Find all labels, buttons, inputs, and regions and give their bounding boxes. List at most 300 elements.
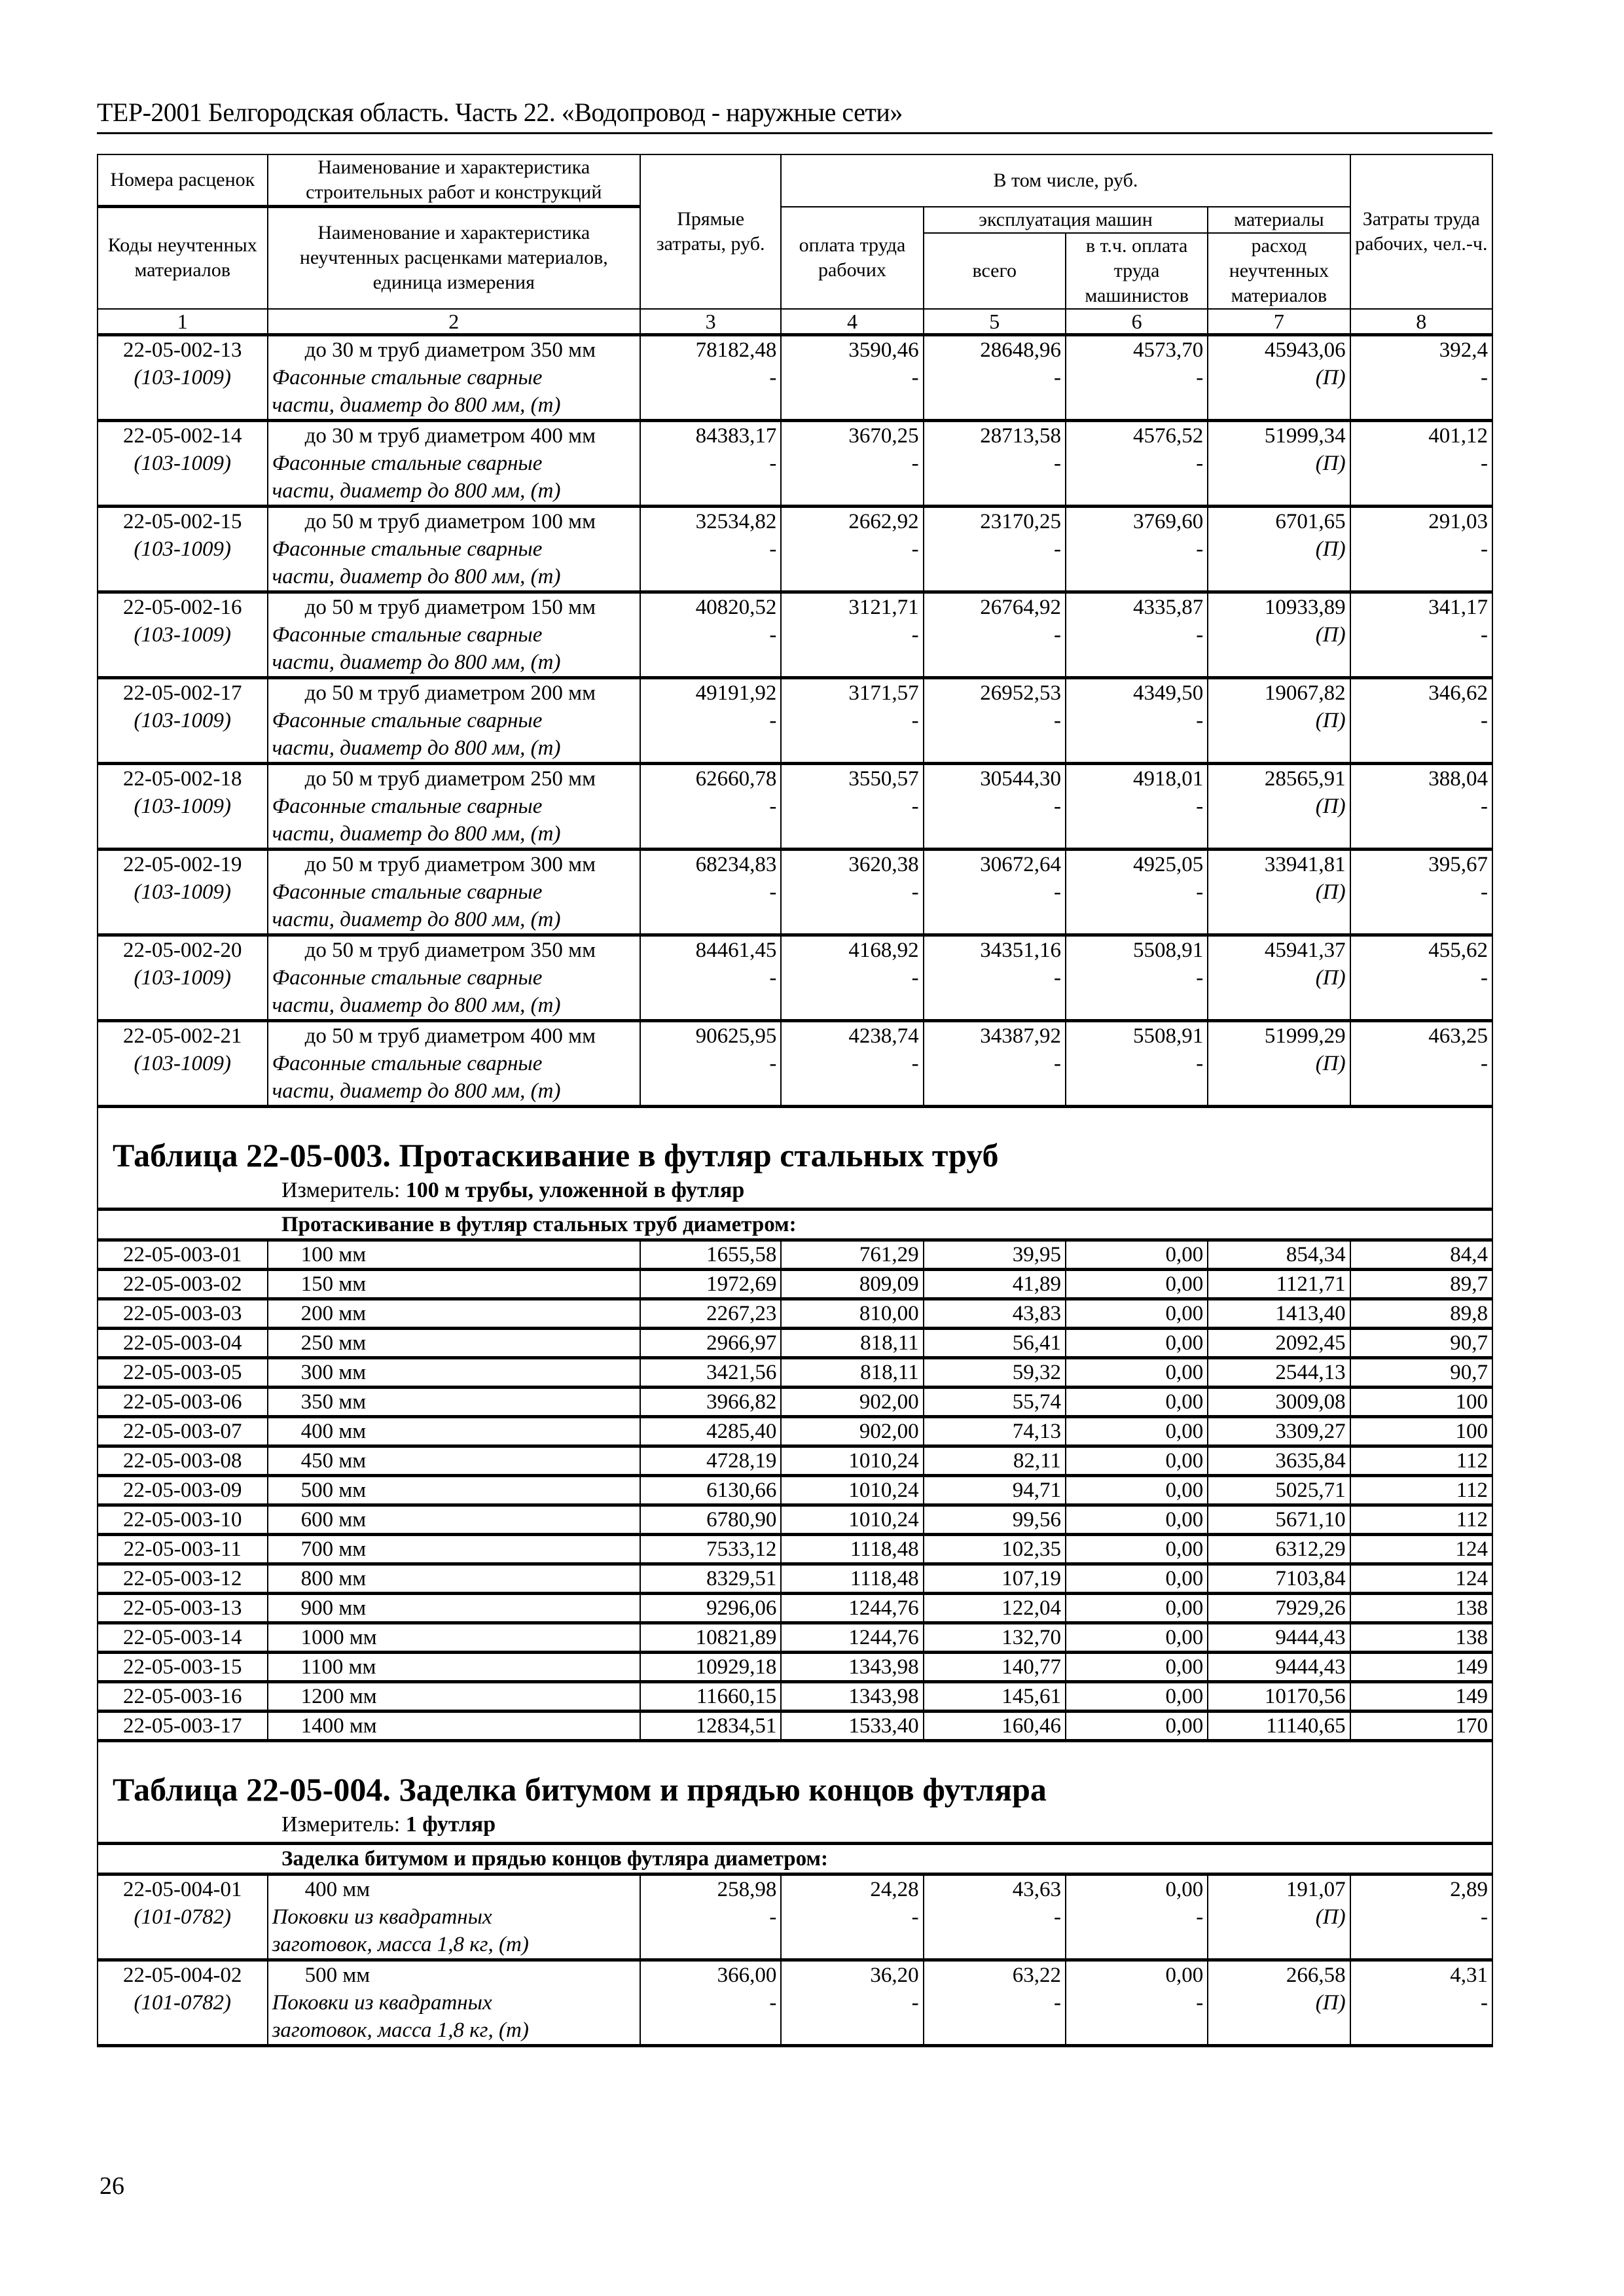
- labor-hours: 89,8: [1350, 1299, 1492, 1328]
- empty-dash: -: [1196, 880, 1204, 904]
- worker-pay: 1343,98: [781, 1681, 923, 1711]
- machinist-pay: 0,00: [1066, 1711, 1208, 1740]
- material-name: Фасонные стальные сварные: [272, 622, 543, 647]
- material-code: (101-0782): [134, 1990, 232, 2015]
- header-including: В том числе, руб.: [781, 154, 1350, 207]
- empty-dash: -: [1196, 622, 1204, 647]
- work-name: 400 мм: [304, 1877, 370, 1901]
- material-name: Фасонные стальные сварные: [272, 708, 543, 732]
- column-number: 3: [640, 309, 781, 335]
- direct-costs-cell: [640, 1874, 781, 1960]
- header-rate-numbers: Номера расценок: [98, 154, 268, 207]
- work-name: 500 мм: [304, 1963, 370, 1987]
- rate-code: 22-05-003-12: [98, 1564, 268, 1593]
- rate-code-cell: [98, 506, 268, 592]
- worker-pay: 36,20: [870, 1963, 919, 1987]
- worker-pay-cell: [781, 677, 923, 763]
- direct-costs-cell: [640, 677, 781, 763]
- worker-pay-cell: [781, 1960, 923, 2045]
- table-003-row: [98, 1534, 1492, 1564]
- rate-code: 22-05-003-07: [98, 1416, 268, 1446]
- worker-pay: 1010,24: [781, 1475, 923, 1505]
- direct-costs: 4285,40: [640, 1416, 781, 1446]
- table-004-body: [98, 1874, 1492, 2045]
- worker-pay: 1244,76: [781, 1593, 923, 1623]
- machines-total: 145,61: [924, 1681, 1066, 1711]
- worker-pay: 1118,48: [781, 1534, 923, 1564]
- work-name: до 30 м труб диаметром 400 мм: [304, 423, 596, 448]
- empty-dash: -: [769, 1905, 777, 1929]
- machines-total: 34387,92: [980, 1024, 1061, 1048]
- empty-dash: -: [911, 365, 919, 389]
- diameter: 1200 мм: [268, 1681, 640, 1711]
- materials-cost: 45941,37: [1264, 938, 1346, 962]
- materials-cell: [1208, 1020, 1350, 1106]
- worker-pay-cell: [781, 506, 923, 592]
- materials-cell: [1208, 592, 1350, 677]
- direct-costs: 11660,15: [640, 1681, 781, 1711]
- worker-pay: 4238,74: [848, 1024, 919, 1048]
- column-number: 8: [1350, 309, 1492, 335]
- labor-hours: 138: [1350, 1593, 1492, 1623]
- labor-hours: 395,67: [1428, 852, 1488, 876]
- table-003-row: [98, 1269, 1492, 1299]
- table-002-row: [98, 506, 1492, 592]
- rate-code: 22-05-003-15: [98, 1652, 268, 1681]
- worker-pay: 3121,71: [848, 595, 919, 619]
- diameter: 1000 мм: [268, 1623, 640, 1652]
- table-003-section: [98, 1106, 1492, 1240]
- materials-cell: [1208, 420, 1350, 506]
- labor-hours-cell: [1350, 849, 1492, 935]
- rate-code: 22-05-003-08: [98, 1446, 268, 1475]
- work-name: до 50 м труб диаметром 400 мм: [304, 1024, 596, 1048]
- direct-costs: 84461,45: [695, 938, 777, 962]
- machines-total: 23170,25: [980, 509, 1061, 533]
- machines-total: 107,19: [924, 1564, 1066, 1593]
- machinist-pay-cell: [1066, 506, 1208, 592]
- labor-hours: 149: [1350, 1681, 1492, 1711]
- materials-cost: 1121,71: [1208, 1269, 1350, 1299]
- materials-cell: [1208, 1874, 1350, 1960]
- worker-pay-cell: [781, 334, 923, 420]
- rate-code-cell: [98, 334, 268, 420]
- rate-code: 22-05-003-06: [98, 1387, 268, 1416]
- machinist-pay: 0,00: [1066, 1505, 1208, 1534]
- empty-dash: -: [1053, 1051, 1061, 1075]
- materials-cost: 266,58: [1286, 1963, 1346, 1987]
- machinist-pay: 5508,91: [1133, 1024, 1204, 1048]
- labor-hours: 455,62: [1428, 938, 1488, 962]
- header-material-codes: Коды неучтенных материалов: [98, 207, 268, 309]
- direct-costs-cell: [640, 592, 781, 677]
- empty-dash: -: [1196, 1990, 1204, 2015]
- direct-costs-cell: [640, 506, 781, 592]
- empty-dash: -: [1196, 965, 1204, 990]
- material-code: (103-1009): [134, 451, 232, 475]
- machinist-pay: 0,00: [1165, 1963, 1204, 1987]
- direct-costs-cell: [640, 334, 781, 420]
- materials-cost: 191,07: [1286, 1877, 1346, 1901]
- table-003-row: [98, 1387, 1492, 1416]
- table-004-section: [98, 1740, 1492, 1874]
- machines-total: 41,89: [924, 1269, 1066, 1299]
- rate-code-cell: [98, 1874, 268, 1960]
- machinist-pay: 0,00: [1066, 1593, 1208, 1623]
- table-003-row: [98, 1328, 1492, 1357]
- direct-costs: 10821,89: [640, 1623, 781, 1652]
- machinist-pay: 5508,91: [1133, 938, 1204, 962]
- header-material-names: Наименование и характеристика неучтенных расценками материалов, единица измерения: [268, 207, 640, 309]
- material-note: (П): [1315, 537, 1346, 561]
- empty-dash: -: [1053, 451, 1061, 475]
- rate-code-cell: [98, 763, 268, 849]
- labor-hours: 346,62: [1428, 681, 1488, 705]
- material-name: Фасонные стальные сварные: [272, 794, 543, 818]
- direct-costs-cell: [640, 1020, 781, 1106]
- machines-total-cell: [924, 849, 1066, 935]
- materials-cost: 5671,10: [1208, 1505, 1350, 1534]
- materials-cost: 6701,65: [1275, 509, 1346, 533]
- empty-dash: -: [911, 451, 919, 475]
- table-002-row: [98, 1020, 1492, 1106]
- table-003-row: [98, 1240, 1492, 1269]
- empty-dash: -: [911, 537, 919, 561]
- material-code: (103-1009): [134, 365, 232, 389]
- materials-cost: 51999,34: [1264, 423, 1346, 448]
- worker-pay-cell: [781, 1020, 923, 1106]
- materials-cost: 3309,27: [1208, 1416, 1350, 1446]
- machinist-pay: 4573,70: [1133, 338, 1204, 362]
- worker-pay: 3590,46: [848, 338, 919, 362]
- labor-hours: 388,04: [1428, 766, 1488, 791]
- diameter: 350 мм: [268, 1387, 640, 1416]
- rate-code-cell: [98, 935, 268, 1020]
- machinist-pay-cell: [1066, 677, 1208, 763]
- machines-total: 102,35: [924, 1534, 1066, 1564]
- empty-dash: -: [1481, 794, 1488, 818]
- diameter: 250 мм: [268, 1328, 640, 1357]
- column-number: 5: [924, 309, 1066, 335]
- direct-costs: 90625,95: [695, 1024, 777, 1048]
- materials-cost: 7929,26: [1208, 1593, 1350, 1623]
- page-number: 26: [99, 2172, 124, 2200]
- machinist-pay: 0,00: [1066, 1240, 1208, 1269]
- rate-code: 22-05-004-01: [123, 1877, 242, 1901]
- machines-total: 132,70: [924, 1623, 1066, 1652]
- direct-costs: 12834,51: [640, 1711, 781, 1740]
- work-name: до 50 м труб диаметром 200 мм: [304, 681, 596, 705]
- diameter: 700 мм: [268, 1534, 640, 1564]
- machinist-pay-cell: [1066, 763, 1208, 849]
- direct-costs: 6780,90: [640, 1505, 781, 1534]
- empty-dash: -: [911, 1051, 919, 1075]
- labor-hours: 112: [1350, 1475, 1492, 1505]
- header-machines-total: всего: [924, 233, 1066, 309]
- labor-hours: 84,4: [1350, 1240, 1492, 1269]
- empty-dash: -: [911, 794, 919, 818]
- worker-pay: 1118,48: [781, 1564, 923, 1593]
- material-code: (103-1009): [134, 965, 232, 990]
- material-code: (103-1009): [134, 622, 232, 647]
- empty-dash: -: [911, 622, 919, 647]
- machinist-pay-cell: [1066, 1874, 1208, 1960]
- measure-value: 100 м трубы, уложенной в футляр: [405, 1177, 745, 1202]
- labor-hours: 100: [1350, 1387, 1492, 1416]
- machines-total: 160,46: [924, 1711, 1066, 1740]
- materials-cost: 7103,84: [1208, 1564, 1350, 1593]
- empty-dash: -: [769, 794, 777, 818]
- empty-dash: -: [1481, 1051, 1488, 1075]
- direct-costs-cell: [640, 849, 781, 935]
- rate-code: 22-05-002-16: [123, 595, 242, 619]
- rate-code: 22-05-003-11: [98, 1534, 268, 1564]
- direct-costs: 258,98: [717, 1877, 777, 1901]
- rate-code: 22-05-002-14: [123, 423, 242, 448]
- direct-costs: 32534,82: [695, 509, 777, 533]
- rate-code: 22-05-003-01: [98, 1240, 268, 1269]
- direct-costs: 1972,69: [640, 1269, 781, 1299]
- material-note: (П): [1315, 965, 1346, 990]
- material-note: (П): [1315, 708, 1346, 732]
- rate-code-cell: [98, 849, 268, 935]
- table-003-row: [98, 1564, 1492, 1593]
- worker-pay-cell: [781, 935, 923, 1020]
- table-003-title: Таблица 22-05-003. Протаскивание в футляр стальных труб: [113, 1136, 999, 1174]
- machinist-pay-cell: [1066, 1020, 1208, 1106]
- table-004-title: Таблица 22-05-004. Заделка битумом и прядью концов футляра: [113, 1770, 1047, 1808]
- materials-cell: [1208, 506, 1350, 592]
- empty-dash: -: [1053, 1905, 1061, 1929]
- worker-pay: 902,00: [781, 1416, 923, 1446]
- empty-dash: -: [911, 880, 919, 904]
- empty-dash: -: [1196, 794, 1204, 818]
- empty-dash: -: [1053, 1990, 1061, 2015]
- materials-cost: 9444,43: [1208, 1652, 1350, 1681]
- material-code: (103-1009): [134, 537, 232, 561]
- machines-total: 28713,58: [980, 423, 1061, 448]
- empty-dash: -: [769, 622, 777, 647]
- empty-dash: -: [1481, 1905, 1488, 1929]
- machines-total-cell: [924, 334, 1066, 420]
- header-machine-operation: эксплуатация машин: [924, 207, 1208, 233]
- materials-cost: 6312,29: [1208, 1534, 1350, 1564]
- labor-hours-cell: [1350, 677, 1492, 763]
- measure-label: Измеритель:: [281, 1177, 401, 1202]
- material-note: (П): [1315, 1990, 1346, 2015]
- worker-pay: 1244,76: [781, 1623, 923, 1652]
- labor-hours: 90,7: [1350, 1357, 1492, 1387]
- labor-hours-cell: [1350, 1020, 1492, 1106]
- empty-dash: -: [1481, 965, 1488, 990]
- materials-cost: 10170,56: [1208, 1681, 1350, 1711]
- worker-pay-cell: [781, 592, 923, 677]
- material-note: (П): [1315, 880, 1346, 904]
- machinist-pay-cell: [1066, 849, 1208, 935]
- worker-pay: 761,29: [781, 1240, 923, 1269]
- machines-total: 55,74: [924, 1387, 1066, 1416]
- materials-cost: 11140,65: [1208, 1711, 1350, 1740]
- machines-total-cell: [924, 763, 1066, 849]
- rate-name-cell: [268, 592, 640, 677]
- machines-total: 39,95: [924, 1240, 1066, 1269]
- labor-hours-cell: [1350, 1874, 1492, 1960]
- machinist-pay: 4335,87: [1133, 595, 1204, 619]
- empty-dash: -: [769, 451, 777, 475]
- rate-code: 22-05-003-10: [98, 1505, 268, 1534]
- empty-dash: -: [1053, 708, 1061, 732]
- column-number: 7: [1208, 309, 1350, 335]
- diameter: 900 мм: [268, 1593, 640, 1623]
- header-unaccounted-materials: расход неучтенных материалов: [1208, 233, 1350, 309]
- worker-pay-cell: [781, 763, 923, 849]
- empty-dash: -: [769, 537, 777, 561]
- table-003-row: [98, 1505, 1492, 1534]
- empty-dash: -: [1196, 537, 1204, 561]
- material-name-unit: части, диаметр до 800 мм, (т): [272, 564, 561, 588]
- labor-hours: 100: [1350, 1416, 1492, 1446]
- empty-dash: -: [1481, 365, 1488, 389]
- work-name: до 50 м труб диаметром 300 мм: [304, 852, 596, 876]
- rate-name-cell: [268, 334, 640, 420]
- empty-dash: -: [1053, 365, 1061, 389]
- machines-total: 30672,64: [980, 852, 1061, 876]
- rate-code-cell: [98, 592, 268, 677]
- material-note: (П): [1315, 1905, 1346, 1929]
- machines-total: 56,41: [924, 1328, 1066, 1357]
- material-code: (103-1009): [134, 880, 232, 904]
- diameter: 400 мм: [268, 1416, 640, 1446]
- materials-cost: 51999,29: [1264, 1024, 1346, 1048]
- labor-hours-cell: [1350, 420, 1492, 506]
- diameter: 200 мм: [268, 1299, 640, 1328]
- diameter: 150 мм: [268, 1269, 640, 1299]
- diameter: 1400 мм: [268, 1711, 640, 1740]
- table-003-row: [98, 1623, 1492, 1652]
- worker-pay: 3550,57: [848, 766, 919, 791]
- table-002-row: [98, 420, 1492, 506]
- worker-pay: 818,11: [781, 1328, 923, 1357]
- direct-costs: 2966,97: [640, 1328, 781, 1357]
- worker-pay: 4168,92: [848, 938, 919, 962]
- machines-total: 34351,16: [980, 938, 1061, 962]
- header-labor-hours: Затраты труда рабочих, чел.-ч.: [1350, 154, 1492, 309]
- table-003-body: [98, 1240, 1492, 1740]
- measure-label: Измеритель:: [281, 1812, 401, 1837]
- rate-name-cell: [268, 935, 640, 1020]
- empty-dash: -: [911, 1990, 919, 2015]
- worker-pay: 902,00: [781, 1387, 923, 1416]
- rate-name-cell: [268, 506, 640, 592]
- direct-costs-cell: [640, 763, 781, 849]
- material-name-unit: части, диаметр до 800 мм, (т): [272, 821, 561, 846]
- material-name-unit: части, диаметр до 800 мм, (т): [272, 1079, 561, 1103]
- worker-pay: 3171,57: [848, 681, 919, 705]
- machinist-pay: 0,00: [1066, 1534, 1208, 1564]
- machinist-pay-cell: [1066, 334, 1208, 420]
- labor-hours: 124: [1350, 1534, 1492, 1564]
- materials-cost: 5025,71: [1208, 1475, 1350, 1505]
- diameter: 600 мм: [268, 1505, 640, 1534]
- rate-name-cell: [268, 420, 640, 506]
- diameter: 100 мм: [268, 1240, 640, 1269]
- material-name: Поковки из квадратных: [272, 1990, 492, 2015]
- machinist-pay: 4918,01: [1133, 766, 1204, 791]
- table-004-row: [98, 1960, 1492, 2045]
- direct-costs-cell: [640, 935, 781, 1020]
- materials-cost: 19067,82: [1264, 681, 1346, 705]
- empty-dash: -: [1196, 1905, 1204, 1929]
- labor-hours: 4,31: [1450, 1963, 1488, 1987]
- rate-code-cell: [98, 420, 268, 506]
- machines-total: 94,71: [924, 1475, 1066, 1505]
- direct-costs: 84383,17: [695, 423, 777, 448]
- empty-dash: -: [769, 1051, 777, 1075]
- machinist-pay: 0,00: [1066, 1357, 1208, 1387]
- direct-costs: 49191,92: [695, 681, 777, 705]
- worker-pay: 1010,24: [781, 1446, 923, 1475]
- labor-hours: 90,7: [1350, 1328, 1492, 1357]
- machinist-pay: 0,00: [1066, 1387, 1208, 1416]
- column-number: 4: [781, 309, 923, 335]
- labor-hours: 89,7: [1350, 1269, 1492, 1299]
- worker-pay-cell: [781, 849, 923, 935]
- column-number: 2: [268, 309, 640, 335]
- diameter: 300 мм: [268, 1357, 640, 1387]
- table-002-row: [98, 763, 1492, 849]
- material-name: Фасонные стальные сварные: [272, 880, 543, 904]
- rate-name-cell: [268, 849, 640, 935]
- material-name-unit: части, диаметр до 800 мм, (т): [272, 650, 561, 674]
- material-note: (П): [1315, 794, 1346, 818]
- direct-costs: 2267,23: [640, 1299, 781, 1328]
- machines-total: 26952,53: [980, 681, 1061, 705]
- rates-table: [97, 154, 1493, 2047]
- empty-dash: -: [1481, 708, 1488, 732]
- machines-total: 63,22: [1012, 1963, 1061, 1987]
- materials-cost: 45943,06: [1264, 338, 1346, 362]
- worker-pay: 1010,24: [781, 1505, 923, 1534]
- materials-cost: 2092,45: [1208, 1328, 1350, 1357]
- table-003-measure: [98, 1175, 1492, 1208]
- worker-pay: 2662,92: [848, 509, 919, 533]
- machines-total-cell: [924, 1874, 1066, 1960]
- diameter: 450 мм: [268, 1446, 640, 1475]
- machinist-pay: 4349,50: [1133, 681, 1204, 705]
- empty-dash: -: [769, 1990, 777, 2015]
- direct-costs-cell: [640, 420, 781, 506]
- material-name-unit: заготовок, масса 1,8 кг, (т): [272, 2018, 529, 2042]
- measure-value: 1 футляр: [405, 1812, 496, 1837]
- empty-dash: -: [1481, 451, 1488, 475]
- material-name: Фасонные стальные сварные: [272, 451, 543, 475]
- empty-dash: -: [769, 365, 777, 389]
- rate-code: 22-05-002-20: [123, 938, 242, 962]
- machinist-pay: 3769,60: [1133, 509, 1204, 533]
- machines-total: 122,04: [924, 1593, 1066, 1623]
- labor-hours-cell: [1350, 935, 1492, 1020]
- material-name-unit: части, диаметр до 800 мм, (т): [272, 907, 561, 931]
- machines-total: 59,32: [924, 1357, 1066, 1387]
- table-004-measure: [98, 1809, 1492, 1842]
- direct-costs: 9296,06: [640, 1593, 781, 1623]
- empty-dash: -: [1053, 622, 1061, 647]
- rate-name-cell: [268, 1960, 640, 2045]
- diameter: 800 мм: [268, 1564, 640, 1593]
- rate-code: 22-05-002-15: [123, 509, 242, 533]
- empty-dash: -: [1481, 880, 1488, 904]
- direct-costs: 40820,52: [695, 595, 777, 619]
